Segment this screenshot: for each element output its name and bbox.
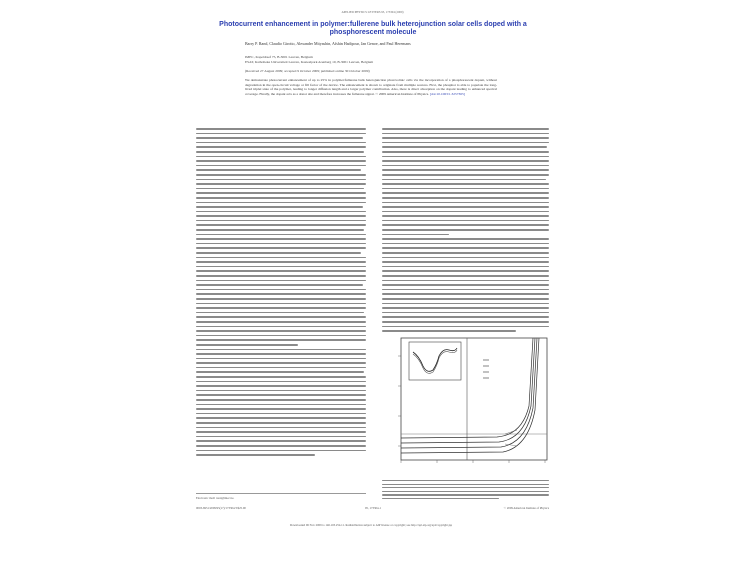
author-list: Barry P. Rand, Claudio Girotto, Alexander Mityashin, Afshin Hadipour, Jan Genoe, and Paul Heremans bbox=[245, 41, 411, 46]
abstract bbox=[245, 78, 497, 96]
right-body-column bbox=[382, 128, 549, 335]
copyright-line: © 2009 American Institute of Physics. bbox=[375, 91, 429, 96]
doi-link[interactable]: [doi:10.1063/1.3257365] bbox=[429, 91, 465, 96]
received-dates: (Received 27 August 2009; accepted 9 October 2009; published online 30 October 2009) bbox=[245, 69, 370, 73]
footnote: Electronic mail: rand@imec.be. bbox=[196, 493, 366, 500]
left-body-column bbox=[196, 128, 366, 459]
affiliations bbox=[245, 55, 515, 64]
figure-inset bbox=[409, 342, 461, 380]
paper-page bbox=[190, 8, 555, 558]
download-notice: Downloaded 06 Nov 2009 to 146.103.254.11. Redistribution subject to AIP license or copyright; see http://apl.aip.org/apl/copyright.jsp bbox=[289, 523, 453, 527]
footer-right: © 2009 American Institute of Physics bbox=[503, 506, 549, 510]
journal-header: APPLIED PHYSICS LETTERS 95, 173304 (2009) bbox=[341, 10, 404, 14]
figure-1 bbox=[387, 336, 549, 476]
abstract-text: We demonstrate photocurrent enhancement of up to 25% in polymer:fullerene bulk heterojunction photovoltaic cells via the incorporation of a phosphorescent dopant, without degradation in the open-circuit voltage or fill factor of the device. The enhancement is shown to originate from multiple sources. First, the phosphor is able to populate the long-lived triplet state of the polymer, leading to longer diffusion length and a larger polymer contribution. Also, there is direct absorption on the dopant leading to enhanced spectral coverage. Finally, the dopant acts as a donor site and therefore increases the fullerene signal. bbox=[245, 78, 497, 96]
figure-caption-lines bbox=[382, 480, 549, 501]
paper-title: Photocurrent enhancement in polymer:fullerene bulk heterojunction solar cells doped with a phosphorescent molecule bbox=[219, 21, 527, 36]
affiliation-1: IMEC, Kapeldreef 75, B-3001 Leuven, Belgium bbox=[245, 55, 313, 59]
footer-left: 0003-6951/2009/95(17)/173304/3/$25.00 bbox=[196, 506, 246, 510]
footer-page-number: 95, 173304-1 bbox=[365, 506, 381, 510]
affiliation-2: ESAT, Katholieke Universiteit Leuven, Kasteelpark Arenberg 10, B-3001 Leuven, Belgium bbox=[245, 59, 374, 64]
